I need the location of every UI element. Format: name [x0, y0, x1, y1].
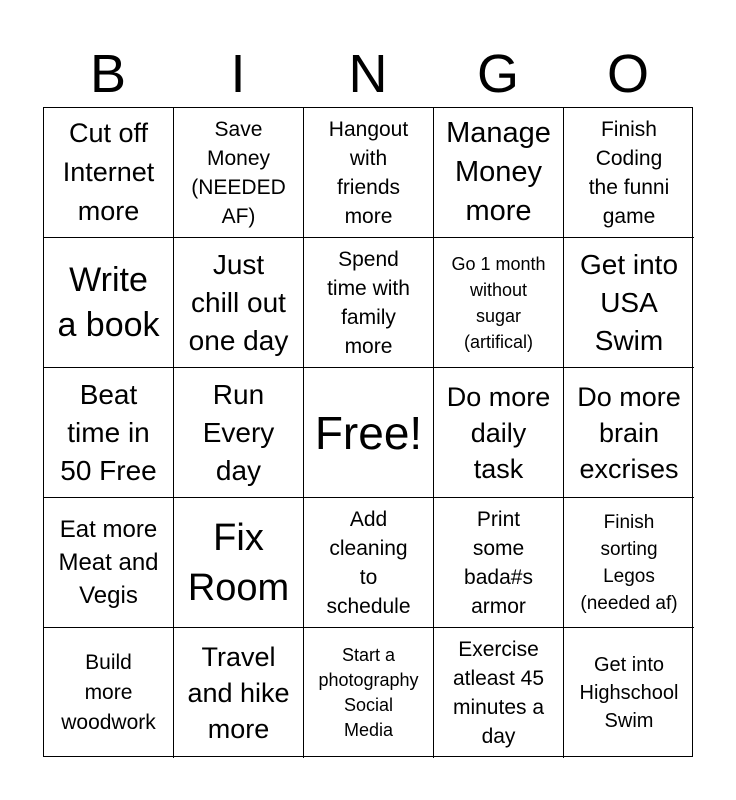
header-letter-o: O — [606, 44, 649, 104]
bingo-cell[interactable] — [304, 238, 434, 368]
free-space-cell[interactable] — [304, 368, 434, 498]
bingo-cell[interactable] — [174, 498, 304, 628]
header-letter-b: B — [89, 44, 127, 104]
cell-text: Travel and hike more — [187, 642, 290, 744]
cell-text: Save Money (NEEDED AF) — [191, 117, 286, 228]
header-letter-i: I — [230, 44, 246, 104]
cell-text: Beat time in 50 Free — [60, 378, 157, 486]
cell-text: Spend time with family more — [327, 247, 410, 358]
bingo-cell[interactable] — [44, 498, 174, 628]
header-letter-g: G — [476, 44, 519, 104]
cell-text: Manage Money more — [446, 117, 551, 227]
bingo-cell[interactable] — [174, 628, 304, 758]
cell-text: Finish Coding the funni game — [588, 117, 670, 228]
bingo-cell[interactable] — [304, 108, 434, 238]
cell-text: Fix Room — [187, 516, 290, 609]
cell-text: Do more daily task — [446, 381, 551, 484]
cell-text: Write a book — [57, 260, 160, 344]
bingo-cell[interactable] — [564, 238, 694, 368]
cell-text: Do more brain excrises — [577, 381, 681, 484]
cell-text: Get into USA Swim — [579, 248, 679, 356]
cell-text: Add cleaning to schedule — [326, 507, 411, 618]
cell-text: Exercise atleast 45 minutes a day — [452, 638, 545, 748]
cell-text: Cut off Internet more — [62, 118, 155, 226]
bingo-header — [43, 42, 693, 106]
header-letter-n: N — [348, 44, 388, 104]
bingo-cell[interactable] — [44, 368, 174, 498]
bingo-cell[interactable] — [44, 238, 174, 368]
bingo-cell[interactable] — [434, 498, 564, 628]
bingo-cell[interactable] — [564, 628, 694, 758]
bingo-cell[interactable] — [564, 368, 694, 498]
cell-text: Eat more Meat and Vegis — [58, 516, 159, 609]
bingo-cell[interactable] — [564, 108, 694, 238]
bingo-cell[interactable] — [174, 108, 304, 238]
cell-text: Get into Highschool Swim — [579, 654, 679, 732]
cell-text: Run Every day — [202, 378, 275, 486]
bingo-cell[interactable] — [304, 628, 434, 758]
cell-text: Print some bada#s armor — [464, 507, 533, 618]
bingo-cell[interactable] — [174, 238, 304, 368]
bingo-cell[interactable] — [304, 498, 434, 628]
bingo-cell[interactable] — [174, 368, 304, 498]
cell-text: Start a photography Social Media — [318, 645, 419, 740]
cell-text: Hangout with friends more — [328, 117, 409, 228]
cell-text: Build more woodwork — [61, 651, 156, 734]
cell-text: Go 1 month without sugar (artifical) — [451, 253, 546, 352]
bingo-cell[interactable] — [564, 498, 694, 628]
bingo-cell[interactable] — [434, 368, 564, 498]
bingo-board — [43, 107, 693, 757]
bingo-cell[interactable] — [44, 628, 174, 758]
bingo-cell[interactable] — [434, 628, 564, 758]
free-space-text: Free! — [314, 406, 423, 459]
bingo-cell[interactable] — [434, 238, 564, 368]
bingo-cell[interactable] — [44, 108, 174, 238]
cell-text: Finish sorting Legos (needed af) — [580, 511, 678, 614]
cell-text: Just chill out one day — [188, 248, 289, 356]
bingo-cell[interactable] — [434, 108, 564, 238]
